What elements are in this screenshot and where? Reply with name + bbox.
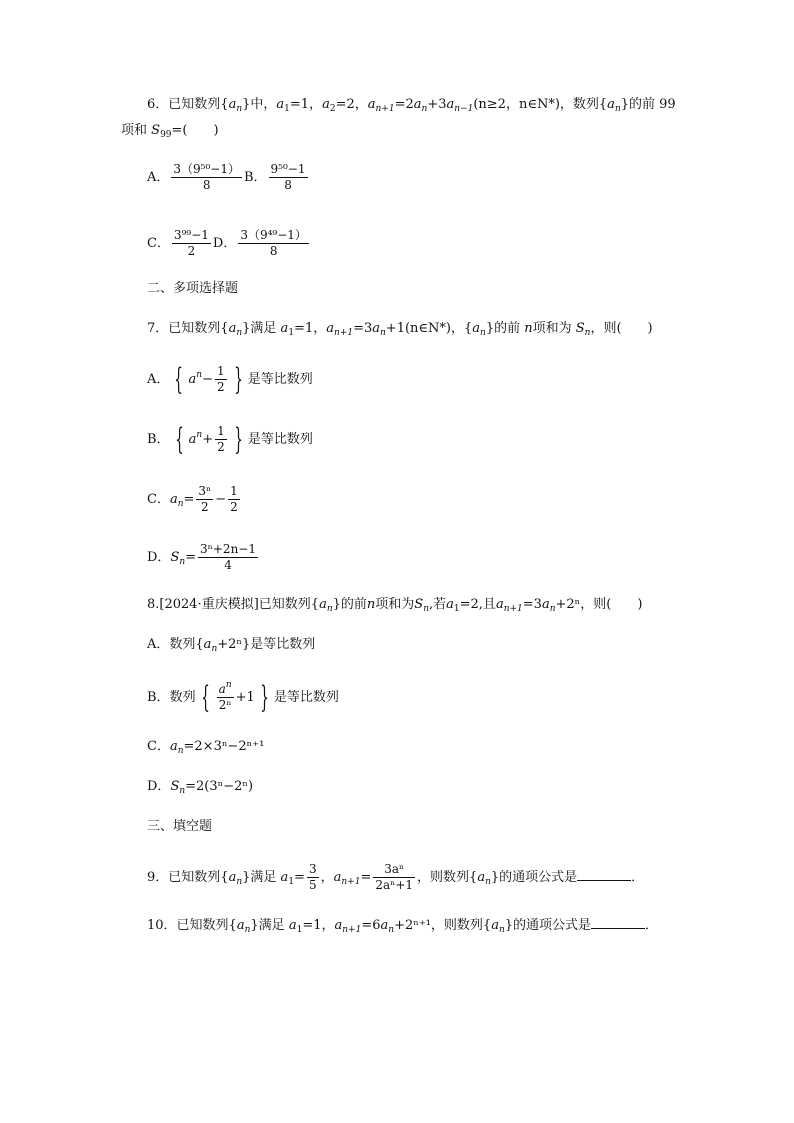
option-d-label: D．: [212, 236, 237, 251]
option-b-label: B．: [147, 690, 170, 705]
option-a-label: A．: [147, 170, 170, 185]
question-number: 8.: [147, 597, 160, 612]
option-c-fraction: $\frac{\text{3⁹⁹−1}}{2}$: [173, 228, 209, 258]
q8-option-a: A．数列$\{a_n+2^n\}$是等比数列: [147, 637, 316, 654]
q9-stem: 9．已知数列$\{a_n\}$满足 $a_1=$ $\frac{3}{5}$ ，$a_{n+1}=$ $\frac{\text{3aⁿ}}{\text{2aⁿ+1}}$ ，则数列$\{a_n\}$的通项公式是 ．: [147, 862, 645, 892]
option-c-label: C．: [147, 492, 170, 507]
q7-stem: 7．已知数列$\{a_n\}$满足 $a_1=1$，$a_{n+1}=3a_n+1(n\in N*)$，$\{a_n\}$的前 n项和为 $S_n$，则( ): [147, 321, 653, 338]
option-b-label: B．: [147, 432, 170, 447]
option-c-label: C．: [147, 739, 170, 754]
q7-option-c: C．$a_n=$ $\frac{\text{3ⁿ}}{2}$ − $\frac{1}{2}$: [147, 484, 238, 514]
section-heading-multiple-choice: 二、多项选择题: [147, 281, 239, 296]
q7-option-a: A． { $a^n-$ $\frac{1}{2}$ } 是等比数列: [147, 361, 313, 397]
option-a-fraction: $\frac{\text{3（9⁵⁰−1）}}{8}$: [173, 162, 240, 192]
option-a-label: A．: [147, 372, 170, 387]
q6-options-ab: [147, 162, 310, 193]
q7-option-b: B． { $a^n+$ $\frac{1}{2}$ } 是等比数列: [147, 421, 313, 457]
q6-stem-line1: 6．已知数列$\{a_n\}$中，$a_1=1$，$a_2=2$，$a_{n+1}=2a_n+3a_{n-1}(n\ge 2$，n∈N*)，数列$\{a_n\}$的前 99: [147, 97, 676, 114]
q8-option-d: D．$S_n=2(3^n-2^n)$: [147, 779, 254, 796]
option-d-label: D．: [147, 550, 171, 565]
option-a-label: A．: [147, 637, 170, 652]
option-d-fraction: $\frac{\text{3（9⁴⁹−1）}}{8}$: [240, 228, 307, 258]
q6-stem-line2: 项和 $S_{99}=$( ): [121, 123, 219, 140]
section-heading-fill-in: 三、填空题: [147, 819, 213, 834]
question-number: 6．: [147, 97, 169, 112]
option-c-label: C．: [147, 236, 170, 251]
answer-blank[interactable]: [577, 868, 631, 881]
answer-blank[interactable]: [591, 916, 645, 929]
q6-options-cd: [147, 228, 311, 259]
q8-stem: 8.[2024·重庆模拟]已知数列$\{a_n\}$的前n项和为$S_n$,若$a_1=2$,且$a_{n+1}=3a_n+2^n$，则( ): [147, 597, 643, 614]
question-number: 7．: [147, 321, 169, 336]
question-number: 10．: [147, 918, 177, 933]
option-d-label: D．: [147, 779, 171, 794]
option-b-label: B．: [243, 170, 267, 185]
question-number: 9．: [147, 870, 169, 885]
q8-option-b: B．数列 { $\frac{a^n}{\text{2ⁿ}}$ +1 } 是等比数列: [147, 679, 339, 715]
q10-stem: 10．已知数列$\{a_n\}$满足 $a_1=1$，$a_{n+1}=6a_n+2^{n+1}$，则数列$\{a_n\}$的通项公式是 ．: [147, 918, 659, 935]
q7-option-d: D．$S_n=$ $\frac{\text{3ⁿ+2n−1}}{4}$: [147, 542, 256, 572]
source-tag: [2024·重庆模拟]: [159, 597, 259, 612]
option-b-fraction: $\frac{\text{9⁵⁰−1}}{8}$: [270, 162, 306, 192]
q8-option-c: C．$a_n=2\times 3^n-2^{n+1}$: [147, 739, 265, 756]
